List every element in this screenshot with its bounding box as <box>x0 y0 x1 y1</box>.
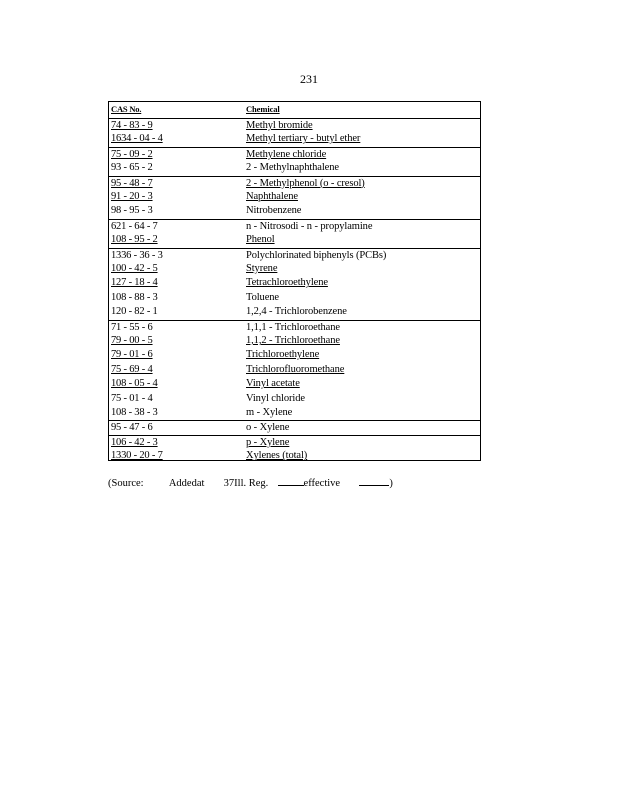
cas-number: 108 - 88 - 3 <box>111 291 158 303</box>
cas-number: 108 - 05 - 4 <box>111 378 158 390</box>
table-row <box>109 305 480 320</box>
cas-number: 95 - 48 - 7 <box>111 177 153 189</box>
source-citation: 37Ill. Reg. <box>223 478 269 489</box>
table-row <box>109 377 480 392</box>
table-row <box>109 449 480 464</box>
chemical-name: o - Xylene <box>246 422 290 434</box>
table-row <box>109 392 480 407</box>
cas-number: 621 - 64 - 7 <box>111 220 158 232</box>
chemical-name: Phenol <box>246 234 275 246</box>
cas-number: 93 - 65 - 2 <box>111 162 153 174</box>
table-row <box>109 435 480 451</box>
cas-number: 108 - 38 - 3 <box>111 407 158 418</box>
table-row <box>109 176 480 192</box>
cas-column-header: CAS No. <box>111 104 142 114</box>
source-close: ) <box>389 478 393 489</box>
cas-number: 75 - 69 - 4 <box>111 363 153 375</box>
cas-number: 95 - 47 - 6 <box>111 422 153 434</box>
cas-number: 108 - 95 - 2 <box>111 234 158 246</box>
chemical-name: Tetrachloroethylene <box>246 277 328 289</box>
chemical-name: n - Nitrosodi - n - propylamine <box>246 220 373 232</box>
chemical-name: 1,2,4 - Trichlorobenzene <box>246 306 347 318</box>
cas-number: 1330 - 20 - 7 <box>111 450 163 462</box>
table-row <box>109 204 480 219</box>
cas-number: 91 - 20 - 3 <box>111 191 153 202</box>
chemical-name: Naphthalene <box>246 191 298 202</box>
table-row <box>109 118 480 134</box>
table-row <box>109 320 480 336</box>
chemical-column-header: Chemical <box>246 104 280 114</box>
cas-number: 71 - 55 - 6 <box>111 321 153 333</box>
page-number: 231 <box>300 72 318 86</box>
chemical-name: Trichlorofluoromethane <box>246 363 345 375</box>
table-row <box>109 147 480 163</box>
table-row <box>109 291 480 306</box>
table-row <box>109 406 480 421</box>
table-row <box>109 363 480 378</box>
chemical-name: Trichloroethylene <box>246 349 320 361</box>
table-row <box>109 233 480 248</box>
source-blank-1 <box>278 475 304 486</box>
table-row <box>109 219 480 235</box>
chemical-name: 2 - Methylphenol (o - cresol) <box>246 177 365 189</box>
table-header <box>109 102 480 117</box>
chemical-name: p - Xylene <box>246 436 290 448</box>
cas-number: 98 - 95 - 3 <box>111 205 153 217</box>
chemical-name: 1,1,2 - Trichloroethane <box>246 335 340 346</box>
table-row <box>109 420 480 436</box>
cas-number: 79 - 00 - 5 <box>111 335 153 346</box>
chemical-name: 2 - Methylnaphthalene <box>246 162 339 174</box>
cas-number: 79 - 01 - 6 <box>111 349 153 361</box>
cas-number: 1336 - 36 - 3 <box>111 249 163 261</box>
source-addedat: Addedat <box>168 478 205 489</box>
chemical-name: Vinyl acetate <box>246 378 300 390</box>
chemical-name: m - Xylene <box>246 407 293 418</box>
source-blank-2 <box>359 475 389 486</box>
cas-number: 75 - 01 - 4 <box>111 392 153 404</box>
table-row <box>109 276 480 291</box>
cas-number: 127 - 18 - 4 <box>111 277 158 289</box>
table-row <box>109 248 480 264</box>
table-row <box>109 334 480 349</box>
chemical-name: Styrene <box>246 263 278 274</box>
chemical-name: Xylenes (total) <box>246 450 308 462</box>
table-row <box>109 262 480 277</box>
cas-number: 106 - 42 - 3 <box>111 436 158 448</box>
chemical-name: Nitrobenzene <box>246 205 302 217</box>
chemical-name: Polychlorinated biphenyls (PCBs) <box>246 249 387 261</box>
table-row <box>109 132 480 147</box>
source-note <box>108 475 393 489</box>
chemical-name: 1,1,1 - Trichloroethane <box>246 321 340 333</box>
cas-number: 74 - 83 - 9 <box>111 120 153 131</box>
chemical-table <box>108 101 481 461</box>
source-open: (Source: <box>108 478 144 489</box>
table-row <box>109 161 480 176</box>
table-row <box>109 190 480 205</box>
chemical-name: Methyl tertiary - butyl ether <box>246 133 361 145</box>
source-effective: effective <box>303 478 341 489</box>
chemical-name: Methyl bromide <box>246 120 313 131</box>
cas-number: 1634 - 04 - 4 <box>111 133 163 145</box>
chemical-name: Toluene <box>246 291 279 303</box>
table-row <box>109 348 480 363</box>
cas-number: 120 - 82 - 1 <box>111 306 158 318</box>
cas-number: 75 - 09 - 2 <box>111 148 153 160</box>
chemical-name: Vinyl chloride <box>246 392 305 404</box>
cas-number: 100 - 42 - 5 <box>111 263 158 274</box>
chemical-name: Methylene chloride <box>246 148 327 160</box>
